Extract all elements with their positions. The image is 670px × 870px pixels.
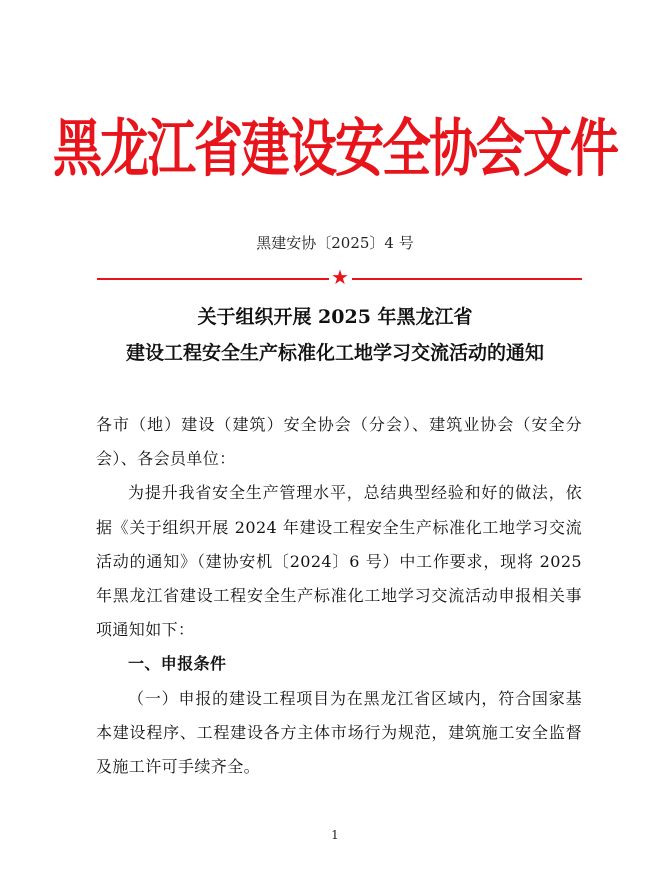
recipients-paragraph: 各市（地）建设（建筑）安全协会（分会）、建筑业协会（安全分会）、各会员单位：	[96, 415, 582, 469]
document-body	[96, 408, 582, 784]
page-number: 1	[331, 828, 339, 842]
star-icon: ★	[331, 265, 349, 289]
masthead-title: 黑龙江省建设安全协会文件	[52, 112, 617, 186]
document-title-line-2: 建设工程安全生产标准化工地学习交流活动的通知	[125, 342, 544, 364]
section-item-paragraph: （一）申报的建设工程项目为在黑龙江省区域内，符合国家基本建设程序、工程建设各方主体市场行为规范，建筑施工安全监督及施工许可手续齐全。	[96, 688, 582, 777]
document-title-line-1: 关于组织开展 2025 年黑龙江省	[197, 306, 473, 328]
document-number: 黑建安协〔2025〕4 号	[256, 234, 414, 252]
intro-paragraph: 为提升我省安全生产管理水平，总结典型经验和好的做法，依据《关于组织开展 2024 年建设工程安全生产标准化工地学习交流活动的通知》（建协安机〔2024〕6 号）中工作要求，现将 2025 年黑龙江省建设工程安全生产标准化工地学习交流活动申报相关事项通知如下：	[96, 483, 582, 640]
red-separator-right	[352, 278, 582, 280]
section-heading: 一、申报条件	[128, 654, 227, 674]
red-separator-left	[97, 278, 329, 280]
